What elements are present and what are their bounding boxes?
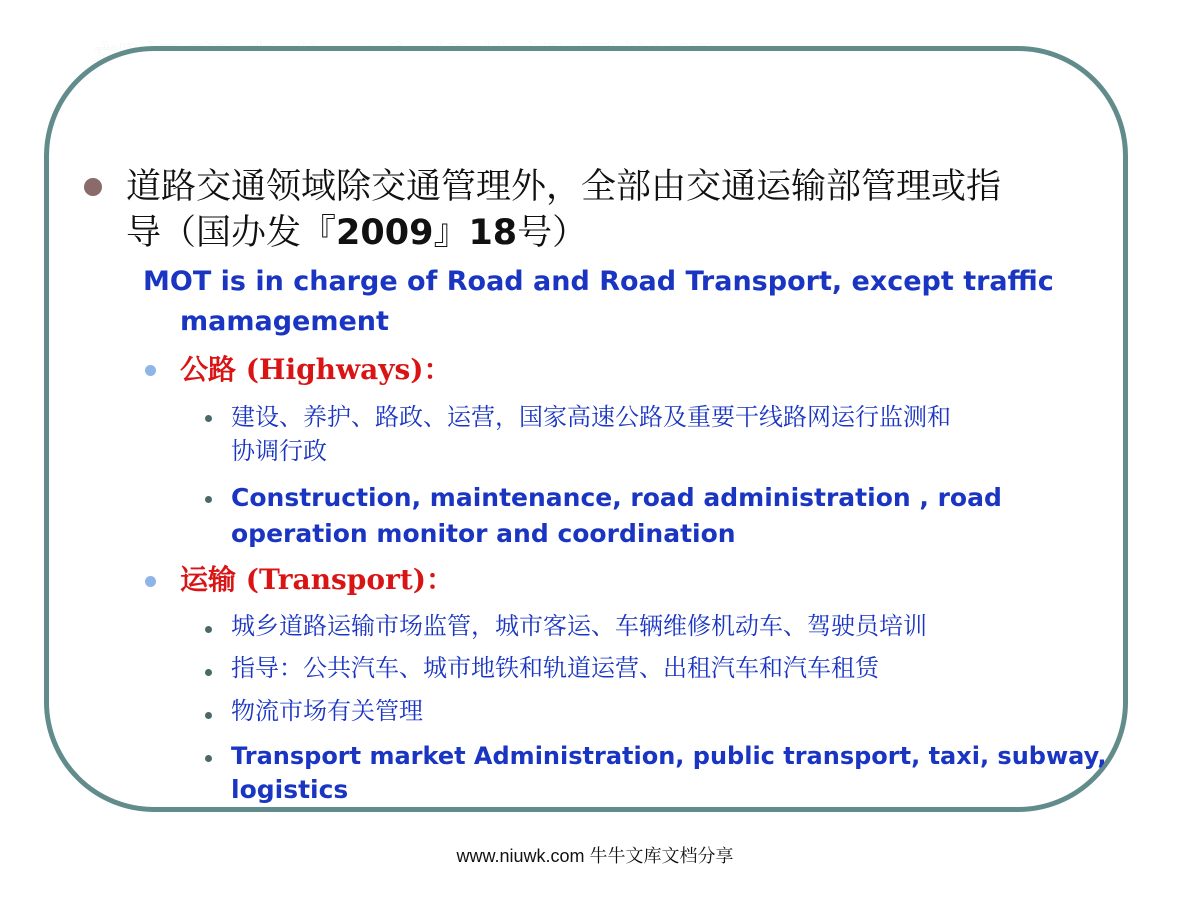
bullet-dot — [205, 626, 212, 633]
bullet-dot — [205, 712, 212, 719]
decree-number: 18 — [468, 213, 518, 253]
highways-en-line-1: Construction, maintenance, road administration , road — [231, 483, 1002, 512]
transport-en-line-1: Transport market Administration, public transport, taxi, subway, — [231, 742, 1107, 770]
highways-heading: 公路 (Highways)： — [180, 353, 452, 386]
bullet-dot — [205, 415, 212, 422]
highways-cn-line-2: 协调行政 — [231, 437, 327, 465]
transport-item-2: 指导：公共汽车、城市地铁和轨道运营、出租汽车和汽车租赁 — [231, 654, 879, 682]
bullet-dot — [205, 755, 212, 762]
bullet-dot — [145, 576, 156, 587]
transport-item-1: 城乡道路运输市场监管，城市客运、车辆维修机动车、驾驶员培训 — [231, 612, 927, 640]
highways-cn-line-1: 建设、养护、路政、运营，国家高速公路及重要干线路网运行监测和 — [231, 403, 951, 431]
transport-heading: 运输 (Transport)： — [180, 563, 454, 596]
bullet-dot — [205, 669, 212, 676]
main-bullet-line-1: 道路交通领域除交通管理外，全部由交通运输部管理或指 — [126, 167, 1002, 207]
footer-watermark: www.niuwk.com 牛牛文库文档分享 — [456, 846, 734, 866]
bullet-dot — [205, 496, 212, 503]
bullet-dot — [145, 365, 156, 376]
decree-year: 2009 — [336, 213, 434, 253]
main-bullet-line-2 — [126, 210, 587, 256]
main-bullet-line-2-mid: 』 — [433, 213, 469, 253]
bullet-dot — [84, 178, 102, 196]
main-bullet-line-2-suffix: 号） — [517, 213, 588, 253]
mot-summary-line-1: MOT is in charge of Road and Road Transport, except traffic — [143, 266, 1054, 297]
transport-en-line-2: logistics — [231, 775, 349, 804]
highways-en-line-2: operation monitor and coordination — [231, 519, 736, 548]
main-bullet-line-2-prefix: 导（国办发『 — [126, 213, 337, 253]
mot-summary-line-2: mamagement — [180, 306, 389, 337]
transport-item-3: 物流市场有关管理 — [231, 697, 423, 725]
